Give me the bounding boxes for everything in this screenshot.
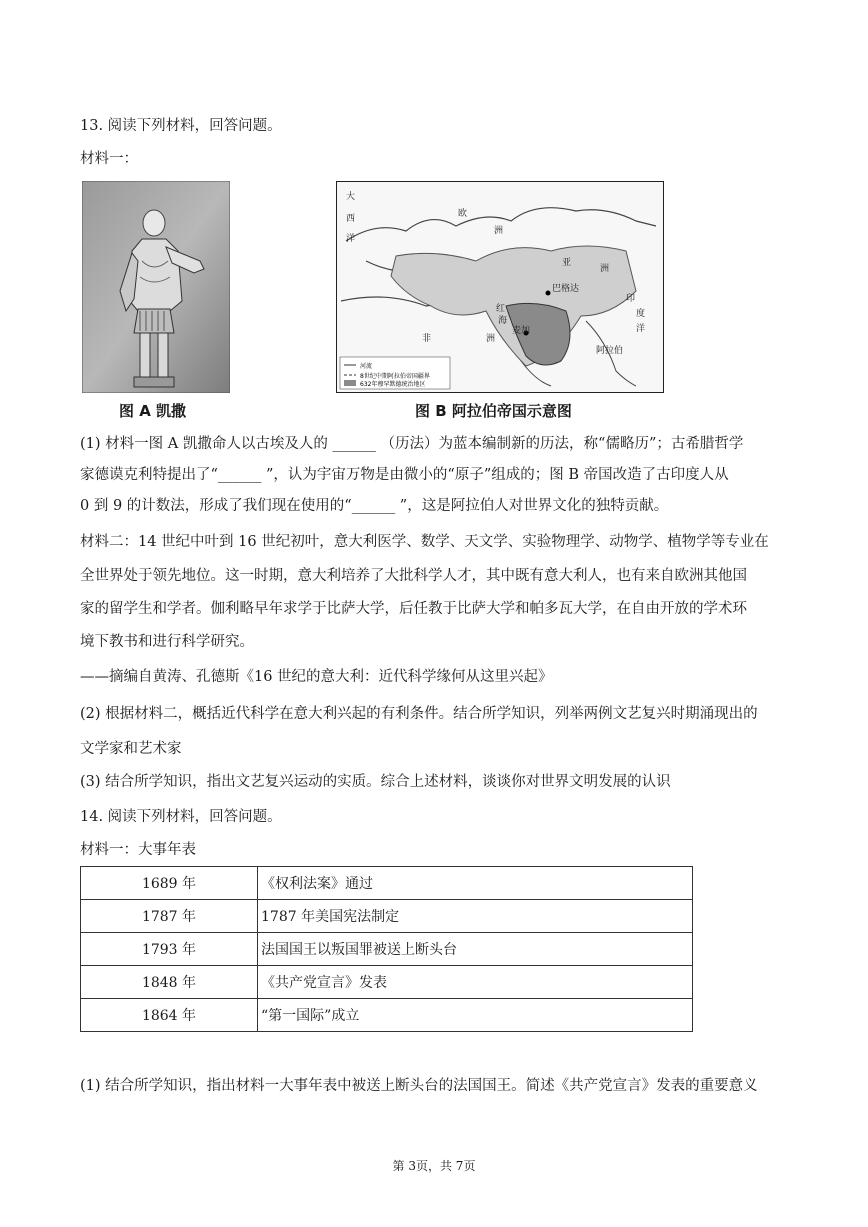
map-label-india-2: 度 [636,309,646,319]
map-label-india-3: 洋 [636,324,646,334]
table-row [81,966,693,999]
q14-part1: (1) 结合所学知识，指出材料一大事年表中被送上断头台的法国国王。简述《共产党宣言》发表的重要意义 [80,1078,758,1094]
table-row [81,999,693,1032]
map-legend-rivers: 河流 [360,363,373,370]
q13-material2-line4: 境下教书和进行科学研究。 [80,634,254,650]
map-label-atlantic-2: 西 [346,214,356,224]
q14-heading: 14. 阅读下列材料，回答问题。 [80,809,282,825]
table-cell-event: 《权利法案》通过 [258,867,693,900]
q14-timeline-table [80,866,693,1032]
q14-material1-label: 材料一：大事年表 [80,842,196,858]
q13-part2-line2: 文学家和艺术家 [80,741,182,757]
q13-part3: (3) 结合所学知识，指出文艺复兴运动的实质。综合上述材料，谈谈你对世界文明发展的认识 [80,774,671,790]
map-legend-borders: 8世纪中期阿拉伯帝国疆界 [360,373,430,380]
map-label-europe-1: 欧 [458,209,468,219]
figure-b-caption: 图 B 阿拉伯帝国示意图 [415,402,572,420]
map-label-atlantic-3: 洋 [346,234,356,244]
q13-part1-line1: (1) 材料一图 A 凯撒命人以古埃及人的 ______ （历法）为蓝本编制新的历法，称“儒略历”；古希腊哲学 [80,436,744,452]
table-row [81,867,693,900]
table-cell-year: 1793 年 [81,933,258,966]
figure-b-arab-empire-map [336,181,664,393]
q13-material2-line1: 材料二：14 世纪中叶到 16 世纪初叶，意大利医学、数学、天文学、实验物理学、动物学、植物学等专业在 [80,534,769,550]
table-row [81,900,693,933]
table-cell-event: 1787 年美国宪法制定 [258,900,693,933]
map-label-baghdad: 巴格达 [552,284,580,294]
table-cell-event: “第一国际”成立 [258,999,693,1032]
map-label-india-1: 印 [626,294,636,304]
page-footer: 第 3页，共 7页 [392,1159,476,1173]
table-cell-event: 《共产党宣言》发表 [258,966,693,999]
figure-a-caption: 图 A 凯撒 [119,402,187,420]
q13-material2-line3: 家的留学生和学者。伽利略早年求学于比萨大学，后任教于比萨大学和帕多瓦大学，在自由开放的学术环 [80,601,747,617]
q13-part2-line1: (2) 根据材料二，概括近代科学在意大利兴起的有利条件。结合所学知识，列举两例文艺复兴时期涌现出的 [80,706,758,722]
table-cell-year: 1864 年 [81,999,258,1032]
q13-heading: 13. 阅读下列材料，回答问题。 [80,118,282,134]
table-cell-year: 1848 年 [81,966,258,999]
map-legend-632-region: 632年穆罕默德统治地区 [360,381,426,388]
q13-part1-line3: 0 到 9 的计数法，形成了我们现在使用的“______ ”，这是阿拉伯人对世界文化的独特贡献。 [80,498,669,514]
map-label-atlantic-1: 大 [346,192,356,202]
map-label-red-sea-1: 红 [496,304,506,314]
map-label-red-sea-2: 海 [498,316,508,326]
q13-source-citation: ——摘编自黄涛、孔德斯《16 世纪的意大利：近代科学缘何从这里兴起》 [80,669,553,685]
q13-material1-label: 材料一： [80,151,138,167]
q13-material2-line2: 全世界处于领先地位。这一时期，意大利培养了大批科学人才，其中既有意大利人，也有来自欧洲其他国 [80,568,747,584]
map-label-asia-2: 洲 [600,264,610,274]
map-label-europe-2: 洲 [494,226,504,236]
q13-part1-line2: 家德谟克利特提出了“______ ”，认为宇宙万物是由微小的“原子”组成的；图 B 帝国改造了古印度人从 [80,467,729,483]
table-cell-year: 1787 年 [81,900,258,933]
figure-a-caesar-image [82,181,230,393]
table-cell-event: 法国国王以叛国罪被送上断头台 [258,933,693,966]
table-cell-year: 1689 年 [81,867,258,900]
map-label-mecca: 麦加 [512,326,531,336]
map-label-asia-1: 亚 [562,258,572,268]
map-label-africa-2: 洲 [486,334,496,344]
map-label-africa-1: 非 [422,334,432,344]
table-row [81,933,693,966]
map-label-arabia: 阿拉伯 [596,346,624,356]
